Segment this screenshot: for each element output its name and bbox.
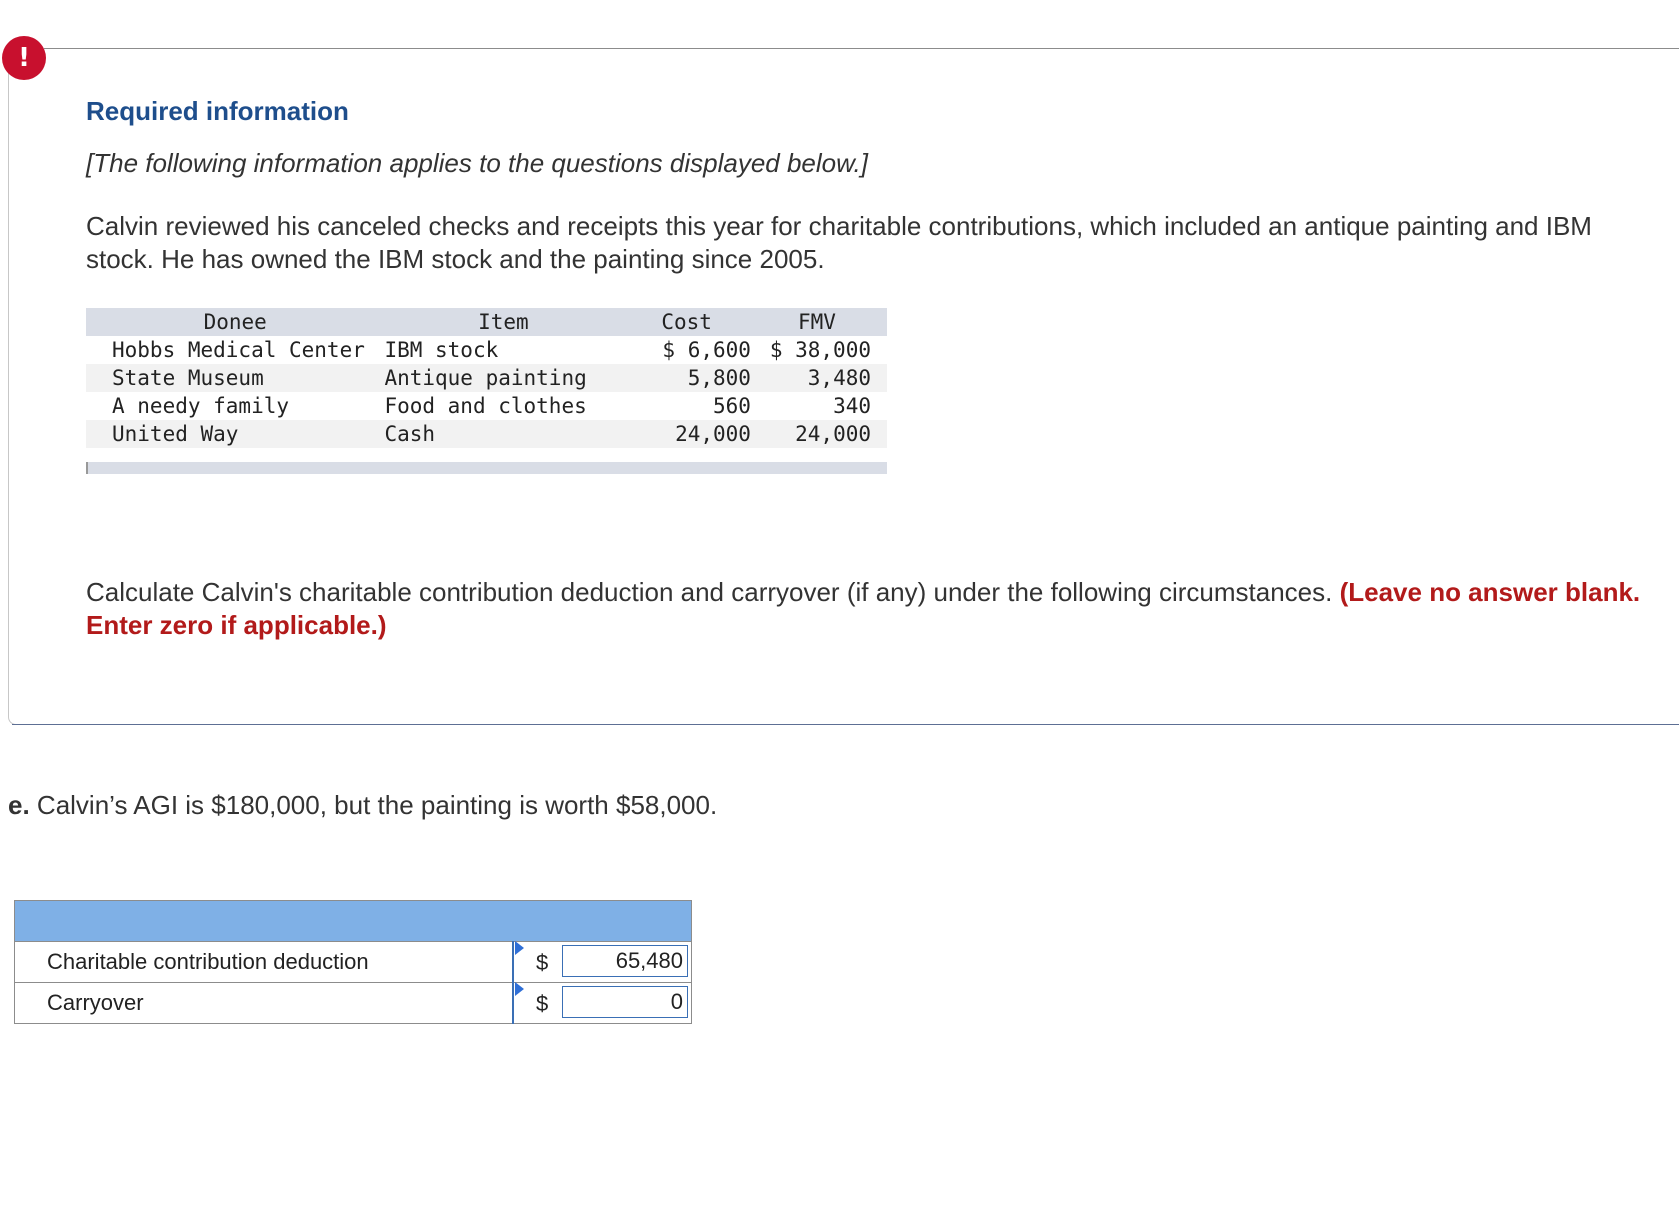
column-header-fmv: FMV <box>763 308 887 336</box>
carryover-label: Carryover <box>15 983 514 1024</box>
column-header-donee: Donee <box>86 308 384 336</box>
deduction-label: Charitable contribution deduction <box>15 942 514 983</box>
fmv-cell: $ 38,000 <box>769 338 871 362</box>
required-info-title: Required information <box>86 96 349 126</box>
donee-cell: Hobbs Medical Center <box>112 338 365 362</box>
item-cell: Cash <box>384 420 622 448</box>
part-e-text: Calvin’s AGI is $180,000, but the painting is worth $58,000. <box>29 790 718 820</box>
panel-bottom-divider <box>12 724 1679 725</box>
table-row <box>86 364 887 392</box>
table-footer-bar <box>86 462 887 474</box>
cost-cell: $ 6,600 <box>662 338 751 362</box>
cost-cell: 5,800 <box>622 364 763 392</box>
part-letter: e. <box>8 790 30 820</box>
deduction-input[interactable] <box>562 945 688 977</box>
table-row <box>86 336 887 364</box>
donee-cell: State Museum <box>86 364 384 392</box>
fmv-cell: 3,480 <box>763 364 887 392</box>
panel-top-divider <box>44 48 1679 49</box>
answer-header-cell <box>15 901 692 942</box>
carryover-input[interactable] <box>562 986 688 1018</box>
cost-cell: 24,000 <box>622 420 763 448</box>
answer-row-carryover <box>15 983 692 1024</box>
required-info-subtitle: [The following information applies to the questions displayed below.] <box>86 148 868 178</box>
currency-symbol: $ <box>536 991 549 1016</box>
cost-cell: 560 <box>713 394 751 418</box>
donee-cell: United Way <box>86 420 384 448</box>
donee-cell: A needy family <box>112 394 290 418</box>
table-row <box>86 420 887 448</box>
column-header-cost: Cost <box>622 308 763 336</box>
carryover-input-cell <box>513 983 692 1024</box>
exclamation-icon: ! <box>2 36 46 80</box>
item-cell: Food and clothes <box>384 394 587 418</box>
donations-header-row <box>86 308 887 336</box>
column-header-item: Item <box>384 308 622 336</box>
item-cell: Antique painting <box>384 364 622 392</box>
answer-header-row <box>15 901 692 942</box>
part-e-question <box>8 790 717 821</box>
answer-table <box>14 900 692 1024</box>
table-row <box>86 392 887 420</box>
currency-symbol: $ <box>536 950 549 975</box>
deduction-input-cell <box>513 942 692 983</box>
fmv-cell: 340 <box>833 394 871 418</box>
answer-row-deduction <box>15 942 692 983</box>
fmv-cell: 24,000 <box>763 420 887 448</box>
item-cell: IBM stock <box>384 338 499 362</box>
answer-marker-icon <box>515 982 524 996</box>
problem-intro: Calvin reviewed his canceled checks and receipts this year for charitable contributions, which included an antique painting and IBM stock. He has owned the IBM stock and the painting since 2005. <box>86 211 1592 274</box>
instructions-emphasis: (Leave no answer blank. Enter zero if applicable.) <box>86 577 1641 640</box>
instructions-text <box>86 576 1646 642</box>
instructions-body: Calculate Calvin's charitable contribution deduction and carryover (if any) under the following circumstances. <box>86 577 1340 607</box>
answer-marker-icon <box>515 941 524 955</box>
donations-table <box>86 308 887 448</box>
